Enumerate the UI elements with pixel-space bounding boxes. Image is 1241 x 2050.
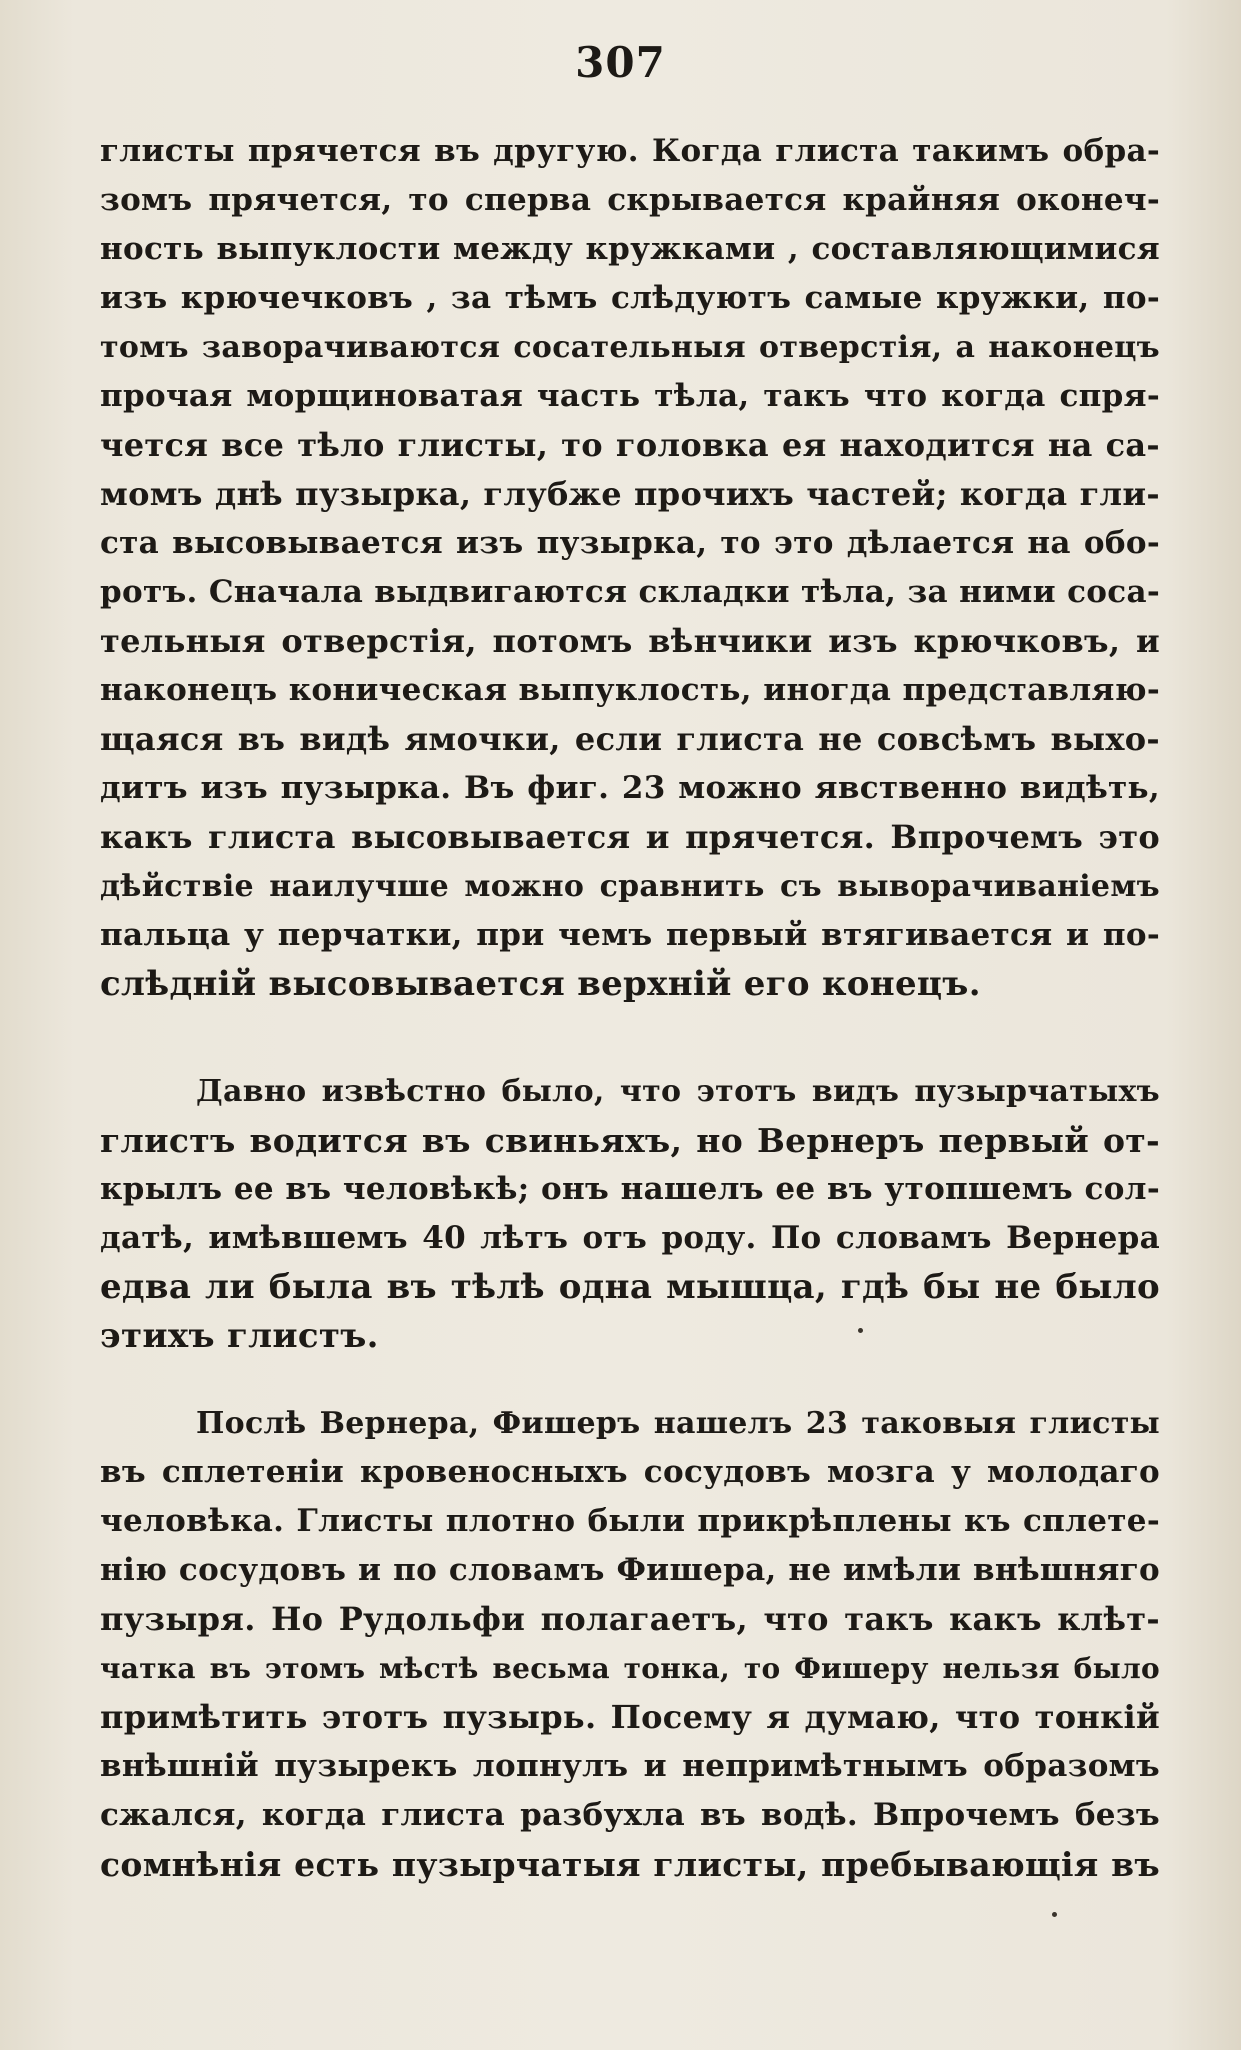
text-line: изъ крючечковъ , за тѣмъ слѣдуютъ самые кружки, по- [100, 280, 1160, 316]
text-line: нію сосудовъ и по словамъ Фишера, не имѣли внѣшняго [100, 1552, 1160, 1588]
text-line: датѣ, имѣвшемъ 40 лѣтъ отъ роду. По словамъ Вернера [100, 1220, 1160, 1256]
text-line: Послѣ Вернера, Фишеръ нашелъ 23 таковыя глисты [196, 1406, 1160, 1441]
text-line: ность выпуклости между кружками , составляющимися [100, 231, 1160, 267]
text-line: дитъ изъ пузырка. Въ фиг. 23 можно явственно видѣть, [100, 770, 1160, 806]
text-line: въ сплетеніи кровеносныхъ сосудовъ мозга у молодаго [100, 1454, 1160, 1490]
ink-speck [858, 1328, 863, 1333]
text-line: ротъ. Сначала выдвигаются складки тѣла, за ними соса- [100, 574, 1160, 610]
text-line: прочая морщиноватая часть тѣла, такъ что когда спря- [100, 378, 1160, 414]
text-line: глисты прячется въ другую. Когда глиста такимъ обра- [100, 133, 1160, 169]
text-line: сжался, когда глиста разбухла въ водѣ. Впрочемъ безъ [100, 1797, 1160, 1833]
text-line: какъ глиста высовывается и прячется. Впрочемъ это [100, 818, 1160, 856]
text-line: Давно извѣстно было, что этотъ видъ пузырчатыхъ [196, 1074, 1160, 1109]
text-line: дѣйствіе наилучше можно сравнить съ выворачиваніемъ [100, 869, 1160, 904]
text-line: зомъ прячется, то сперва скрывается крайняя оконеч- [100, 182, 1160, 218]
text-line: сомнѣнія есть пузырчатыя глисты, пребывающія въ [100, 1845, 1160, 1884]
page-number: 307 [575, 38, 666, 87]
text-line: этихъ глистъ. [100, 1316, 379, 1356]
text-line: крылъ ее въ человѣкѣ; онъ нашелъ ее въ утопшемъ сол- [100, 1171, 1160, 1207]
text-line: примѣтить этотъ пузырь. Посему я думаю, что тонкій [100, 1698, 1160, 1736]
paragraph-3 [100, 1399, 1160, 1889]
text-line: щаяся въ видѣ ямочки, если глиста не совсѣмъ выхо- [100, 720, 1160, 758]
text-line: момъ днѣ пузырка, глубже прочихъ частей; когда гли- [100, 475, 1160, 513]
text-line: пальца у перчатки, при чемъ первый втягивается и по- [100, 917, 1160, 953]
text-line: едва ли была въ тѣлѣ одна мышца, гдѣ бы не было [100, 1267, 1160, 1307]
text-line: глистъ водится въ свиньяхъ, но Вернеръ первый от- [100, 1121, 1160, 1160]
text-line: тельныя отверстія, потомъ вѣнчики изъ крючковъ, и [100, 622, 1160, 660]
paragraph-2 [100, 1067, 1160, 1361]
paragraph-1 [100, 127, 1160, 1009]
text-line: наконецъ коническая выпуклость, иногда представляю- [100, 672, 1160, 708]
text-line: чатка въ этомъ мѣстѣ весьма тонка, то Фишеру нельзя было [100, 1652, 1160, 1685]
text-line: пузыря. Но Рудольфи полагаетъ, что такъ какъ клѣт- [100, 1600, 1160, 1638]
text-line: чется все тѣло глисты, то головка ея находится на са- [100, 426, 1160, 464]
text-line: ста высовывается изъ пузырка, то это дѣлается на обо- [100, 525, 1160, 561]
ink-speck [1052, 1912, 1057, 1917]
text-line: слѣдній высовывается верхній его конецъ. [100, 964, 981, 1004]
text-line: человѣка. Глисты плотно были прикрѣплены къ сплете- [100, 1503, 1160, 1539]
text-line: томъ заворачиваются сосательныя отверстія, а наконецъ [100, 330, 1160, 365]
text-line: внѣшній пузырекъ лопнулъ и непримѣтнымъ образомъ [100, 1748, 1160, 1784]
